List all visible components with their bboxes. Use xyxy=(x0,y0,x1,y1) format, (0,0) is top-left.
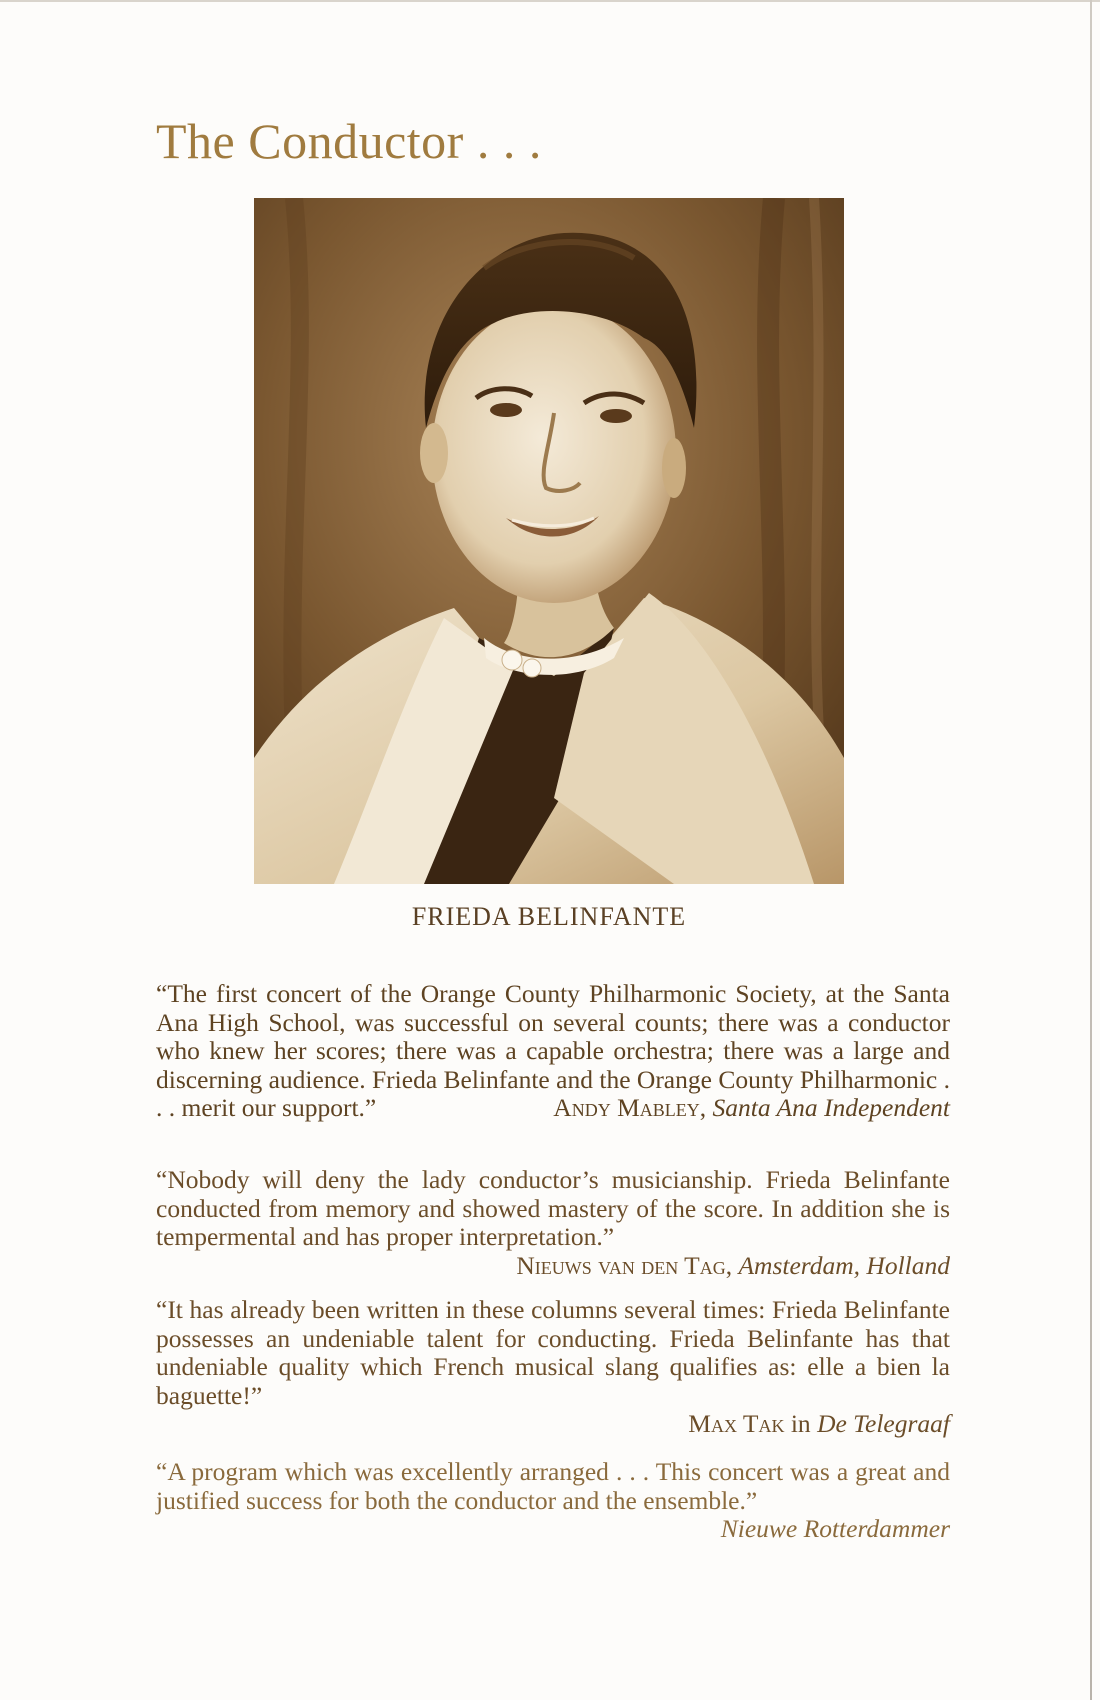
attribution-name: Max Tak xyxy=(688,1409,785,1438)
quote-text xyxy=(156,1296,950,1410)
quote-block xyxy=(156,1296,950,1439)
quote-attribution xyxy=(156,1410,950,1439)
quote-attribution xyxy=(553,1094,950,1123)
quote-attribution xyxy=(516,1252,950,1281)
page-title: The Conductor . . . xyxy=(156,113,542,169)
quote-attribution xyxy=(721,1515,950,1544)
conductor-portrait-photo xyxy=(254,198,844,884)
page-top-edge xyxy=(0,0,1100,2)
quote-body: “A program which was excellently arranged . . . This concert was a great and justified success for both the conductor and the ensemble.” xyxy=(156,1457,950,1515)
quote-block xyxy=(156,1166,950,1280)
attribution-joiner: in xyxy=(790,1409,811,1438)
quote-block xyxy=(156,1458,950,1544)
attribution-source: Santa Ana Independent xyxy=(712,1093,950,1122)
portrait-illustration xyxy=(254,198,844,884)
quote-body: “Nobody will deny the lady conductor’s musicianship. Frieda Belinfante conducted from memory and showed mastery of the score. In addition she is tempermental and has proper interpretation.” xyxy=(156,1165,950,1251)
quote-text xyxy=(156,1457,950,1543)
attribution-name: Nieuws van den Tag, xyxy=(516,1250,733,1280)
attribution-source: Amsterdam, Holland xyxy=(738,1250,950,1280)
quote-text xyxy=(156,1165,950,1280)
page-right-edge xyxy=(1090,0,1092,1700)
quote-block xyxy=(156,980,950,1123)
quote-body: “The first concert of the Orange County Philharmonic Society, at the Santa Ana High School, was successful on several counts; there was a conductor who knew her scores; there was a capable orchestra; there was a large and discerning audience. Frieda Belinfante and the Orange County Philharmonic . . . merit our support.” xyxy=(156,979,950,1122)
photo-caption: FRIEDA BELINFANTE xyxy=(411,902,687,931)
quote-body: “It has already been written in these columns several times: Frieda Belinfante possesses an undeniable talent for conducting. Frieda Belinfante has that undeniable quality which French musical slang qualifies as: elle a bien la baguette!” xyxy=(156,1295,950,1410)
attribution-source: De Telegraaf xyxy=(817,1409,950,1438)
quote-text xyxy=(156,980,950,1123)
attribution-name: Andy Mabley, xyxy=(553,1093,707,1122)
attribution-source: Nieuwe Rotterdammer xyxy=(720,1514,950,1543)
